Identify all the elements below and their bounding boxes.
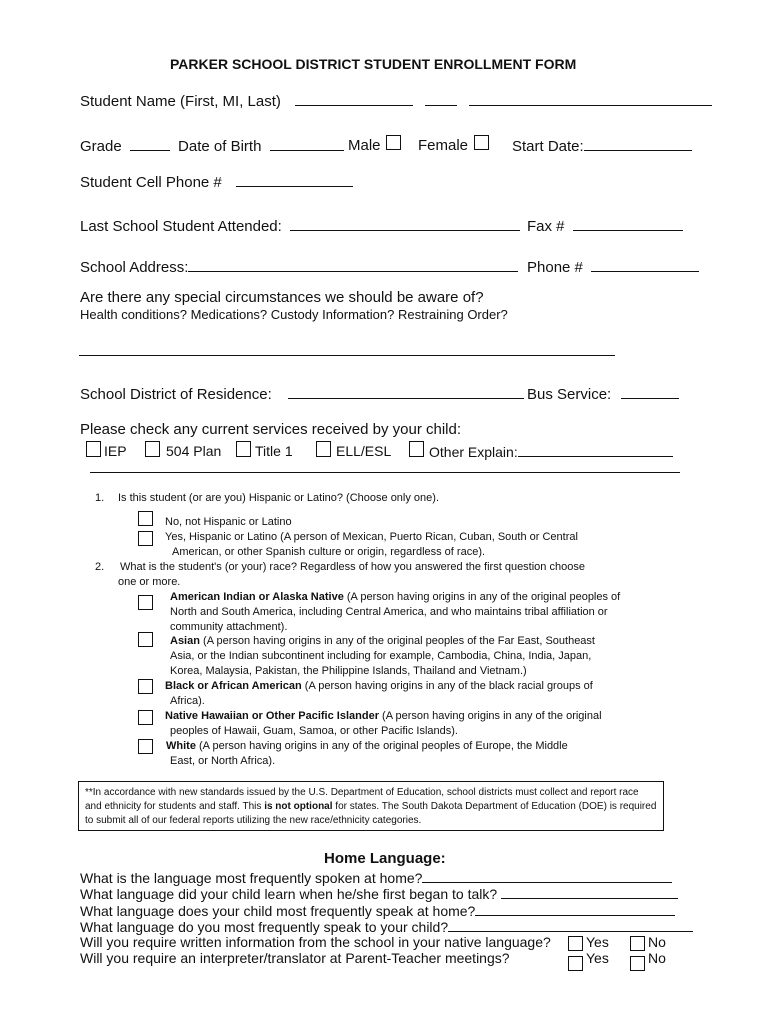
written-info-yes-label: Yes [586,934,609,950]
ell-esl-checkbox[interactable] [316,441,331,457]
home-lang-q1: What is the language most frequently spoken at home? [80,870,423,886]
school-address-label: School Address: [80,259,189,276]
white-line2: East, or North Africa). [170,755,276,767]
other-row [429,443,673,460]
last-school-row [80,217,520,235]
student-name-label: Student Name (First, MI, Last) [80,93,281,110]
native-hawaiian-desc: (A person having origins in any of the original [378,710,602,722]
last-name-field[interactable] [469,92,712,106]
not-hispanic-label: No, not Hispanic or Latino [165,516,292,528]
home-lang-q6: Will you require an interpreter/translator at Parent-Teacher meetings? [80,950,510,966]
last-school-label: Last School Student Attended: [80,218,282,235]
plan-504-label: 504 Plan [166,443,222,459]
fax-field[interactable] [573,217,683,231]
other-label: Other Explain: [429,444,518,460]
last-school-field[interactable] [290,217,520,231]
other-explain-field[interactable] [518,443,673,457]
dob-label: Date of Birth [178,138,262,155]
black-line2: Africa). [170,695,205,707]
school-address-field[interactable] [188,258,518,272]
home-lang-q1-row [80,869,672,886]
interpreter-yes-checkbox[interactable] [568,956,583,971]
q1-text: Is this student (or are you) Hispanic or Latino? (Choose only one). [118,492,439,504]
plan-504-checkbox[interactable] [145,441,160,457]
black-line1 [165,680,593,692]
black-name: Black or African American [165,680,302,692]
first-name-field[interactable] [295,92,413,106]
grade-label: Grade [80,138,122,155]
phone-label: Phone # [527,259,583,276]
asian-desc: (A person having origins in any of the original peoples of the Far East, Southeast [199,635,595,647]
home-lang-q1-field[interactable] [422,869,672,883]
written-info-no-checkbox[interactable] [630,936,645,951]
student-name-row [80,92,712,110]
note-bold-text: is not optional [264,801,333,812]
phone-row [527,258,699,276]
home-lang-q2: What language did your child learn when he/she first began to talk? [80,886,498,902]
hispanic-label-line2: American, or other Spanish culture or origin, regardless of race). [172,546,486,558]
female-label: Female [418,137,469,154]
start-date-field[interactable] [584,137,692,151]
american-indian-line1 [170,591,620,603]
start-date-row [512,137,692,155]
bus-label: Bus Service: [527,386,612,403]
home-lang-q5: Will you require written information from the school in your native language? [80,934,551,950]
written-info-yes-checkbox[interactable] [568,936,583,951]
note-text-2: for states. The South Dakota Department of Education (DOE) is required to submit all of our federal reports utilizing the new race/ethnicity categories. [85,801,657,826]
native-hawaiian-line2: peoples of Hawaii, Guam, Samoa, or other Pacific Islands). [170,725,458,737]
white-desc: (A person having origins in any of the original peoples of Europe, the Middle [195,740,568,752]
white-line1 [166,740,568,752]
iep-checkbox[interactable] [86,441,101,457]
home-lang-q3: What language does your child most frequently speak at home? [80,903,476,919]
start-date-label: Start Date: [512,138,584,155]
female-checkbox[interactable] [474,135,489,150]
asian-line1 [170,635,595,647]
home-lang-q2-row [80,885,678,902]
male-checkbox[interactable] [386,135,401,150]
native-hawaiian-name: Native Hawaiian or Other Pacific Islander [165,710,379,722]
home-language-heading: Home Language: [324,850,446,867]
white-checkbox[interactable] [138,739,153,754]
american-indian-line2: North and South America, including Central America, and who maintains tribal affiliation or [170,606,608,618]
black-desc: (A person having origins in any of the black racial groups of [301,680,593,692]
school-address-row [80,258,518,276]
note-text-1: **In accordance with new standards issued by the U.S. Department of Education, school districts must collect and report race and ethnicity for students and staff. This [85,787,639,812]
special-circumstances-field[interactable] [79,342,615,356]
q1-number: 1. [95,492,105,504]
american-indian-name: American Indian or Alaska Native [170,591,344,603]
grade-row [80,137,344,155]
special-circumstances-subtext: Health conditions? Medications? Custody Information? Restraining Order? [80,307,508,322]
grade-field[interactable] [130,137,170,151]
other-checkbox[interactable] [409,441,424,457]
fax-row [527,217,683,235]
fax-label: Fax # [527,218,565,235]
asian-line3: Korea, Malaysia, Pakistan, the Philippine Islands, Thailand and Vietnam.) [170,665,527,677]
asian-checkbox[interactable] [138,632,153,647]
hispanic-label-line1: Yes, Hispanic or Latino (A person of Mexican, Puerto Rican, Cuban, South or Central [165,531,578,543]
iep-label: IEP [104,443,127,459]
asian-name: Asian [170,635,200,647]
home-lang-q4-row [80,918,693,935]
district-row [80,385,524,403]
title-1-label: Title 1 [255,443,293,459]
form-title: PARKER SCHOOL DISTRICT STUDENT ENROLLMENT FORM [170,56,577,72]
middle-initial-field[interactable] [425,92,457,106]
section-divider [90,472,680,473]
interpreter-no-label: No [648,950,666,966]
american-indian-checkbox[interactable] [138,595,153,610]
district-field[interactable] [288,385,524,399]
home-lang-q4: What language do you most frequently speak to your child? [80,919,449,935]
cell-phone-field[interactable] [236,173,353,187]
q2-text-line1: What is the student's (or your) race? Regardless of how you answered the first question choose [120,561,585,573]
home-lang-q4-field[interactable] [448,918,693,932]
phone-field[interactable] [591,258,699,272]
asian-line2: Asia, or the Indian subcontinent including for example, Cambodia, China, India, Japan, [170,650,592,662]
federal-standards-note [78,781,664,831]
special-circumstances-question: Are there any special circumstances we should be aware of? [80,289,484,306]
interpreter-yes-label: Yes [586,950,609,966]
cell-phone-row [80,173,353,191]
white-name: White [166,740,196,752]
title-1-checkbox[interactable] [236,441,251,457]
not-hispanic-checkbox[interactable] [138,511,153,526]
home-lang-q3-field[interactable] [475,902,675,916]
home-lang-q3-row [80,902,675,919]
cell-phone-label: Student Cell Phone # [80,174,222,191]
bus-field[interactable] [621,385,679,399]
american-indian-desc: (A person having origins in any of the original peoples of [343,591,621,603]
q2-number: 2. [95,561,105,573]
black-checkbox[interactable] [138,679,153,694]
dob-field[interactable] [270,137,344,151]
district-label: School District of Residence: [80,386,272,403]
native-hawaiian-checkbox[interactable] [138,710,153,725]
q2-text-line2: one or more. [118,576,181,588]
hispanic-checkbox[interactable] [138,531,153,546]
male-label: Male [348,137,381,154]
interpreter-no-checkbox[interactable] [630,956,645,971]
services-question: Please check any current services received by your child: [80,421,462,438]
ell-esl-label: ELL/ESL [336,443,392,459]
bus-row [527,385,679,403]
home-lang-q2-field[interactable] [501,885,678,899]
written-info-no-label: No [648,934,666,950]
american-indian-line3: community attachment). [170,621,288,633]
native-hawaiian-line1 [165,710,602,722]
